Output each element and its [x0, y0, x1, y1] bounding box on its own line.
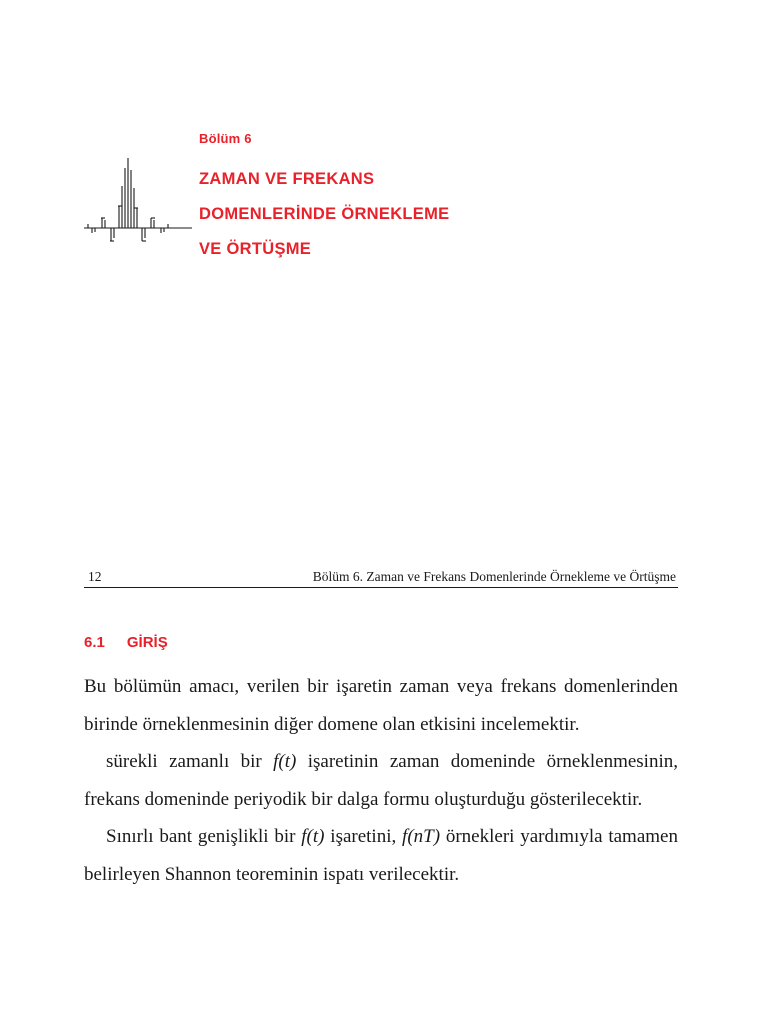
page-number: 12	[88, 569, 102, 584]
section-heading	[84, 634, 168, 651]
paragraph	[84, 818, 678, 893]
body-text	[84, 668, 678, 893]
chapter-title-line: ZAMAN VE FREKANS	[199, 170, 375, 188]
paragraph-text: örnekleri yardımıyla tamamen belirleyen Shannon teoreminin ispatı verilecektir.	[84, 826, 678, 885]
paragraph-text: Sınırlı bant genişlikli bir	[106, 826, 302, 847]
math-expression: f(nT)	[402, 826, 441, 847]
section-title: GİRİŞ	[126, 634, 168, 651]
paragraph	[84, 743, 678, 818]
sampled-signal-icon	[84, 152, 194, 244]
paragraph-text: sürekli zamanlı bir	[106, 751, 274, 772]
paragraph: Bu bölümün amacı, verilen bir işaretin zaman veya frekans domenlerinden birinde örneklenmesinin diğer domene olan etkisini incelemektir.	[84, 676, 678, 735]
math-expression: f(t)	[301, 826, 325, 847]
chapter-title-line: VE ÖRTÜŞME	[199, 240, 312, 258]
section-number: 6.1	[84, 634, 105, 651]
math-expression: f(t)	[273, 751, 297, 772]
chapter-label: Bölüm 6	[199, 131, 252, 146]
paragraph-text: işaretinin zaman domeninde örneklenmesinin, frekans domeninde periyodik bir dalga formu oluşturduğu gösterilecektir.	[84, 751, 678, 810]
running-header-title: Bölüm 6. Zaman ve Frekans Domenlerinde Örnekleme ve Örtüşme	[312, 569, 676, 584]
paragraph-text: işaretini,	[324, 826, 403, 847]
chapter-title	[199, 162, 449, 267]
chapter-title-line: DOMENLERİNDE ÖRNEKLEME	[199, 205, 450, 223]
running-header	[84, 569, 678, 588]
